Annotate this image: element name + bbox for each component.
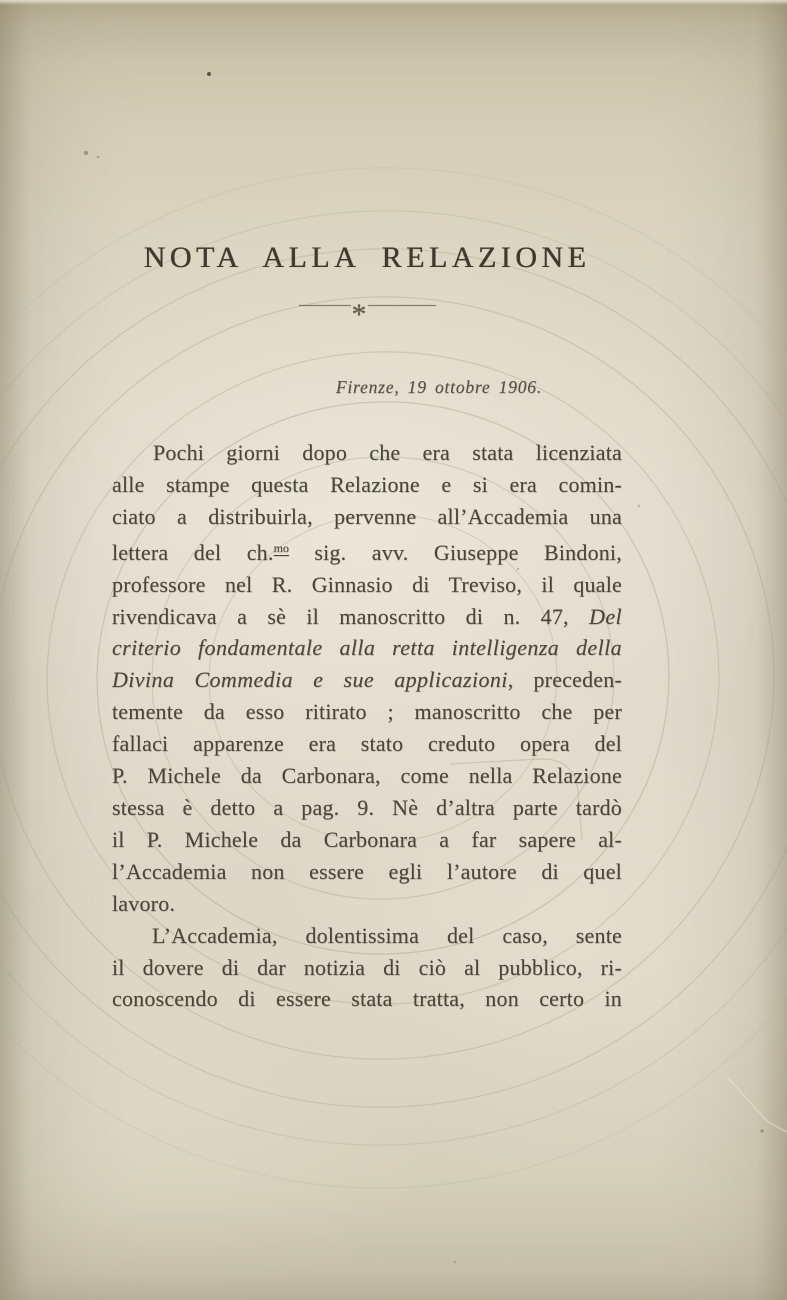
text-line xyxy=(112,920,622,952)
divider-line-left xyxy=(299,305,351,306)
text-line xyxy=(112,728,622,760)
page-title: NOTA ALLA RELAZIONE xyxy=(143,241,591,274)
dateline: Firenze, 19 ottobre 1906. xyxy=(335,377,542,397)
text-line xyxy=(112,824,622,856)
text-run: rivendicava a sè il manoscritto di n. 47, xyxy=(112,603,590,629)
body-text xyxy=(112,437,622,1015)
italic-text: Divina Commedia e sue applicazioni xyxy=(112,667,508,693)
text-run: , preceden- xyxy=(507,667,622,693)
text-run: conoscendo di essere stata tratta, non certo in xyxy=(112,986,622,1012)
text-line xyxy=(112,469,622,501)
title-divider: * xyxy=(112,296,622,314)
text-line xyxy=(112,952,622,984)
paper-crease xyxy=(728,1078,787,1132)
text-line xyxy=(112,888,622,920)
text-line xyxy=(112,983,622,1015)
text-run: il dovere di dar notizia di ciò al pubblico, ri- xyxy=(112,954,622,980)
text-line xyxy=(112,501,622,533)
text-run: sig. avv. Giuseppe Bindoni, xyxy=(288,539,622,565)
paragraph xyxy=(112,437,622,920)
text-run: lavoro. xyxy=(112,890,176,916)
text-run: il P. Michele da Carbonara a far sapere al- xyxy=(112,826,622,852)
text-run: professore nel R. Ginnasio di Treviso, il quale xyxy=(112,571,622,597)
text-run: alle stampe questa Relazione e si era comin- xyxy=(112,471,622,497)
text-run: ciato a distribuirla, pervenne all’Accademia una xyxy=(112,503,622,529)
italic-text: criterio fondamentale alla retta intelligenza della xyxy=(112,635,622,661)
text-line xyxy=(112,696,622,728)
divider-line-right xyxy=(368,305,436,306)
paragraph xyxy=(112,920,622,1016)
text-run: temente da esso ritirato ; manoscritto che per xyxy=(112,699,622,725)
text-line xyxy=(112,664,622,696)
text-run: P. Michele da Carbonara, come nella Relazione xyxy=(112,763,622,789)
text-line xyxy=(112,856,622,888)
text-line xyxy=(112,437,622,469)
text-line xyxy=(112,533,622,569)
text-line xyxy=(112,792,622,824)
text-line xyxy=(112,632,622,664)
text-run: Pochi giorni dopo che era stata licenziata xyxy=(153,440,622,465)
text-line xyxy=(112,601,622,633)
text-run: l’Accademia non essere egli l’autore di quel xyxy=(112,858,622,884)
text-line xyxy=(112,760,622,792)
text-run: L’Accademia, dolentissima del caso, sente xyxy=(152,922,622,948)
text-run: stessa è detto a pag. 9. Nè d’altra parte tardò xyxy=(112,794,622,820)
text-run: fallaci apparenze era stato creduto opera del xyxy=(112,731,622,757)
superscript-abbreviation: mo xyxy=(273,540,289,555)
text-line xyxy=(112,569,622,601)
text-run: lettera del ch. xyxy=(112,539,274,565)
italic-text: Del xyxy=(589,603,622,629)
